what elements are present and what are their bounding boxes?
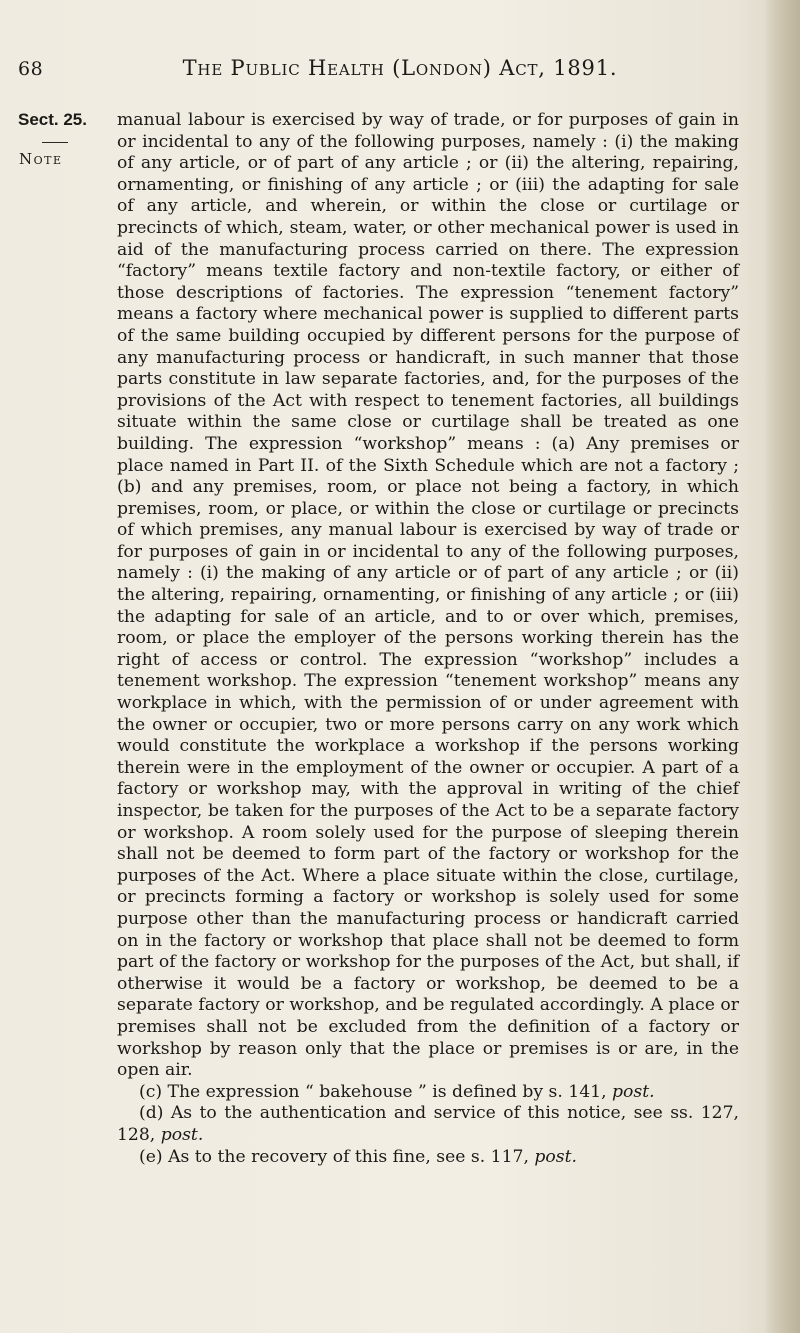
body-text <box>117 110 739 1168</box>
main-paragraph: manual labour is exercised by way of trade, or for purposes of gain in or incidental to any of the following purposes, namely : (i) the making of any article, or of part of any article ; or (ii) the altering, repairing, ornamenting, or finishing of any article ; or (iii) the adapting for sale of any article, and wherein, or within the close or curtilage or precincts of which, steam, water, or other mechanical power is used in aid of the manufacturing process carried on there. The expression “factory” means textile factory and non-textile factory, or either of those descriptions of factories. The expression “tenement factory” means a factory where mechanical power is supplied to different parts of the same building occupied by different persons for the purpose of any manufacturing process or handicraft, in such manner that those parts constitute in law separate factories, and, for the purposes of the provisions of the Act with respect to tenement factories, all buildings situate within the same close or curtilage shall be treated as one building. The expression “workshop” means : (a) Any premises or place named in Part II. of the Sixth Schedule which are not a factory ; (b) and any premises, room, or place not being a factory, in which premises, room, or place, or within the close or curtilage or precincts of which premises, any manual labour is exercised by way of trade or for purposes of gain in or incidental to any of the following purposes, namely : (i) the making of any article or of part of any article ; or (ii) the altering, repairing, ornamenting, or finishing of any article ; or (iii) the adapting for sale of an article, and to or over which, premises, room, or place the employer of the persons working therein has the right of access or control. The expression “workshop” includes a tenement workshop. The expression “tenement workshop” means any workplace in which, with the permission of or under agreement with the owner or occupier, two or more persons carry on any work which would constitute the workplace a workshop if the persons working therein were in the employment of the owner or occupier. A part of a factory or workshop may, with the approval in writing of the chief inspector, be taken for the purposes of the Act to be a separate factory or workshop. A room solely used for the purpose of sleeping therein shall not be deemed to form part of the factory or workshop for the purposes of the Act. Where a place situate within the close, curtilage, or precincts forming a factory or workshop is solely used for some purpose other than the manufacturing process or handicraft carried on in the factory or workshop that place shall not be deemed to form part of the factory or workshop for the purposes of the Act, but shall, if otherwise it would be a factory or workshop, be deemed to be a separate factory or workshop, and be regulated accordingly. A place or premises shall not be excluded from the definition of a factory or workshop by reason only that the place or premises is or are, in the open air. <box>117 110 739 1081</box>
footnote-d-ref: post. <box>160 1124 204 1145</box>
footnote-e-text: As to the recovery of this fine, see s. 117, <box>168 1146 529 1167</box>
footnote-e <box>117 1147 739 1169</box>
margin-section-label: Sect. 25. <box>18 110 87 129</box>
footnote-d-label: (d) <box>139 1103 164 1124</box>
footnote-c <box>117 1082 739 1104</box>
footnote-c-ref: post. <box>612 1081 655 1102</box>
footnote-c-label: (c) <box>139 1081 163 1102</box>
footnote-e-ref: post. <box>534 1146 577 1167</box>
margin-note-label: Note <box>19 150 63 168</box>
footnote-e-label: (e) <box>139 1146 163 1167</box>
page-edge-shadow <box>764 0 800 1333</box>
footnote-d <box>117 1103 739 1146</box>
footnote-d-text: As to the authentication and service of this notice, see ss. 127, 128, <box>117 1103 739 1145</box>
running-head: The Public Health (London) Act, 1891. <box>182 56 618 80</box>
footnote-c-text: The expression “ bakehouse ” is defined by s. 141, <box>167 1081 607 1102</box>
margin-divider <box>42 142 68 143</box>
page-number: 68 <box>18 58 44 80</box>
